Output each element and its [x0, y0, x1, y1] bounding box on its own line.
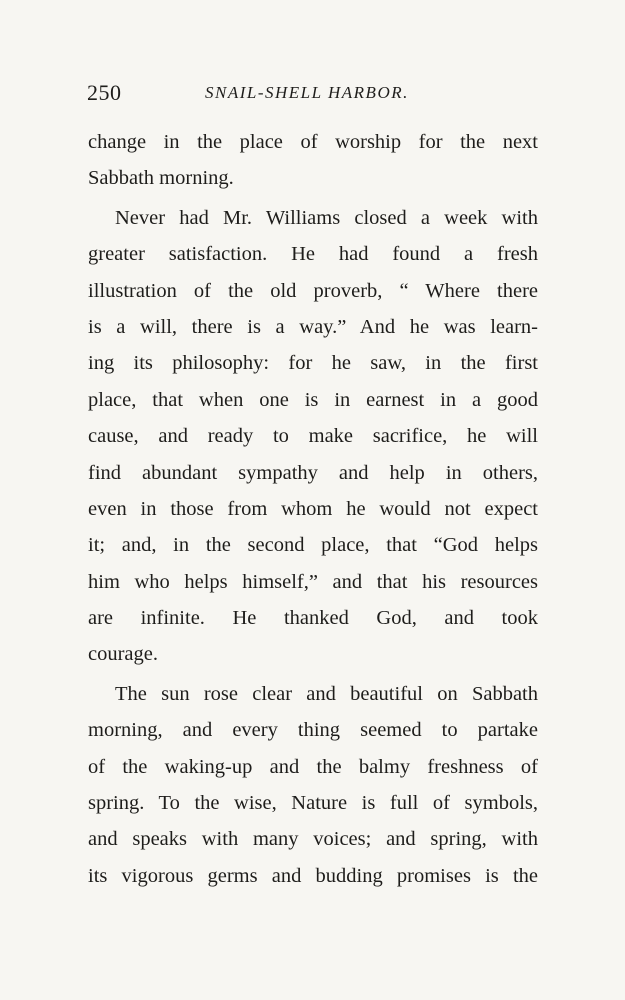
text-line: is a will, there is a way.” And he was learn-	[88, 315, 538, 338]
text-line: spring. To the wise, Nature is full of symbols,	[88, 792, 538, 815]
text-line: Sabbath morning.	[88, 167, 234, 190]
text-line: it; and, in the second place, that “God helps	[88, 534, 538, 557]
text-line: find abundant sympathy and help in others,	[88, 461, 538, 484]
running-title: SNAIL-SHELL HARBOR.	[205, 83, 409, 102]
page-number: 250	[87, 80, 122, 105]
text-line: courage.	[88, 643, 158, 666]
text-line: morning, and every thing seemed to partake	[88, 719, 538, 742]
text-line: greater satisfaction. He had found a fresh	[88, 243, 538, 266]
paragraph-3	[88, 676, 538, 894]
running-head	[87, 80, 547, 110]
paragraph-2	[88, 200, 538, 673]
text-line: are infinite. He thanked God, and took	[88, 607, 538, 630]
paragraph-1	[88, 124, 538, 197]
text-line: him who helps himself,” and that his resources	[88, 570, 538, 593]
text-line: illustration of the old proverb, “ Where there	[88, 279, 538, 302]
text-line: ing its philosophy: for he saw, in the first	[88, 352, 538, 375]
text-line: cause, and ready to make sacrifice, he will	[88, 425, 538, 448]
text-line: of the waking-up and the balmy freshness of	[88, 755, 538, 778]
text-line: place, that when one is in earnest in a good	[88, 388, 538, 411]
text-line: and speaks with many voices; and spring, with	[88, 828, 538, 851]
text-line: change in the place of worship for the next	[88, 131, 538, 153]
text-line: its vigorous germs and budding promises is the	[88, 864, 538, 887]
text-line: Never had Mr. Williams closed a week with	[115, 206, 538, 229]
text-line: even in those from whom he would not expect	[88, 497, 538, 520]
text-line: The sun rose clear and beautiful on Sabbath	[115, 682, 538, 705]
body-text	[88, 124, 538, 894]
